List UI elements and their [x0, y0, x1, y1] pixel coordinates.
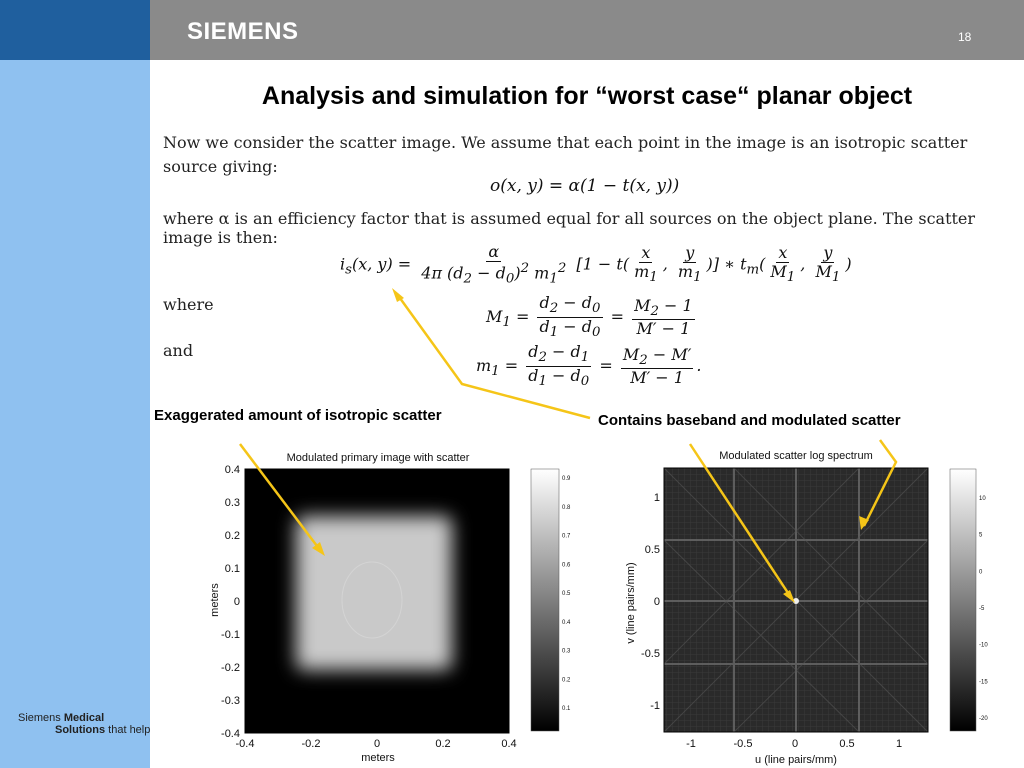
- where-label: where: [163, 295, 214, 314]
- right-cbtick-4: -10: [979, 642, 988, 649]
- equation-scatter-image: $i_s(x$, y) = $\frac{\alpha}{4\pi (d_2 - d_0)^2 m_1^2}$ [1 − t( $\frac{x}{m_1}$ , $\frac{y}{m_1}$ )] ∗ $t_m$( $\frac{x}{M_1}$ , $\frac{y}{M_1}$ ): [340, 242, 852, 287]
- right-cbtick-2: 0: [979, 569, 983, 576]
- equation-m1: $m_1$ = $\frac{d_2 - d_1}{d_1 - d_0}$ = $\frac{M_2 - M'}{M' - 1}$ .: [476, 342, 702, 390]
- arrow-to-equation: [397, 294, 590, 418]
- left-ylabel: meters: [209, 583, 221, 617]
- left-xtick-2: 0: [373, 738, 381, 750]
- right-ytick-2: 0: [653, 596, 660, 608]
- footer-logo-line1: Siemens Medical: [18, 712, 105, 724]
- paragraph-1: Now we consider the scatter image. We assume that each point in the image is an isotropic scatter source giving:: [163, 133, 968, 176]
- left-cbtick-1: 0.8: [562, 504, 571, 511]
- right-plot-title: Modulated scatter log spectrum: [719, 450, 873, 462]
- left-ytick-3: 0.1: [224, 563, 240, 575]
- right-xtick-3: 0.5: [839, 738, 855, 750]
- right-xtick-0: -1: [686, 738, 696, 750]
- left-cbtick-6: 0.3: [562, 648, 571, 655]
- left-ytick-1: 0.3: [224, 497, 240, 509]
- right-cbtick-1: 5: [979, 532, 983, 539]
- right-cbtick-5: -15: [979, 679, 988, 686]
- left-xtick-0: -0.4: [235, 738, 255, 750]
- right-xlabel: u (line pairs/mm): [755, 754, 837, 766]
- left-xtick-3: 0.2: [435, 738, 451, 750]
- right-xtick-1: -0.5: [733, 738, 753, 750]
- right-ytick-1: 0.5: [644, 544, 660, 556]
- left-ytick-2: 0.2: [224, 530, 240, 542]
- left-cbtick-5: 0.4: [562, 619, 571, 626]
- left-cbtick-4: 0.5: [562, 591, 571, 597]
- and-label: and: [163, 341, 194, 360]
- right-cbtick-3: -5: [979, 606, 985, 612]
- left-ytick-5: -0.1: [221, 629, 240, 641]
- right-colorbar: [950, 469, 976, 731]
- right-plot: [625, 450, 988, 766]
- left-cbtick-7: 0.2: [562, 677, 571, 684]
- right-cbtick-6: -20: [979, 716, 988, 722]
- footer-logo-line2: Solutions that help: [55, 724, 151, 736]
- left-ytick-7: -0.3: [221, 695, 240, 707]
- left-ytick-6: -0.2: [221, 662, 240, 674]
- right-xtick-2: 0: [791, 738, 799, 750]
- left-plot-square: [296, 516, 452, 670]
- left-cbtick-0: 0.9: [562, 476, 571, 482]
- right-cbtick-0: 10: [979, 496, 986, 502]
- callout-left: Exaggerated amount of isotropic scatter: [154, 407, 442, 424]
- left-plot-title: Modulated primary image with scatter: [286, 452, 470, 464]
- left-plot: [209, 452, 571, 764]
- right-ytick-3: -0.5: [641, 648, 660, 660]
- left-colorbar: [531, 469, 559, 731]
- left-ytick-8: -0.4: [221, 728, 240, 740]
- right-xtick-4: 1: [895, 738, 903, 750]
- equation-object: o(x, y) = α(1 − t(x, y)): [490, 176, 680, 196]
- left-ytick-4: 0: [233, 596, 240, 608]
- left-ytick-0: 0.4: [224, 464, 240, 476]
- equation-M1: $M_1$ = $\frac{d_2 - d_0}{d_1 - d_0}$ = $\frac{M_2 - 1}{M' - 1}$: [486, 293, 693, 341]
- callout-right: Contains baseband and modulated scatter: [598, 412, 901, 429]
- left-xtick-1: -0.2: [301, 738, 321, 750]
- slide-title: Analysis and simulation for “worst case“ planar object: [261, 82, 913, 110]
- left-xtick-4: 0.4: [501, 738, 517, 750]
- right-ylabel: v (line pairs/mm): [625, 562, 637, 644]
- page-number: 18: [958, 30, 972, 44]
- left-cbtick-8: 0.1: [562, 706, 571, 712]
- right-ytick-0: 1: [653, 492, 660, 504]
- left-cbtick-3: 0.6: [562, 562, 571, 569]
- left-xlabel: meters: [361, 752, 395, 764]
- right-ytick-4: -1: [650, 700, 660, 712]
- siemens-logo: SIEMENS: [187, 18, 299, 45]
- left-cbtick-2: 0.7: [562, 533, 571, 540]
- paragraph-2: where α is an efficiency factor that is assumed equal for all sources on the object plane. The scatter image is then:: [163, 209, 976, 247]
